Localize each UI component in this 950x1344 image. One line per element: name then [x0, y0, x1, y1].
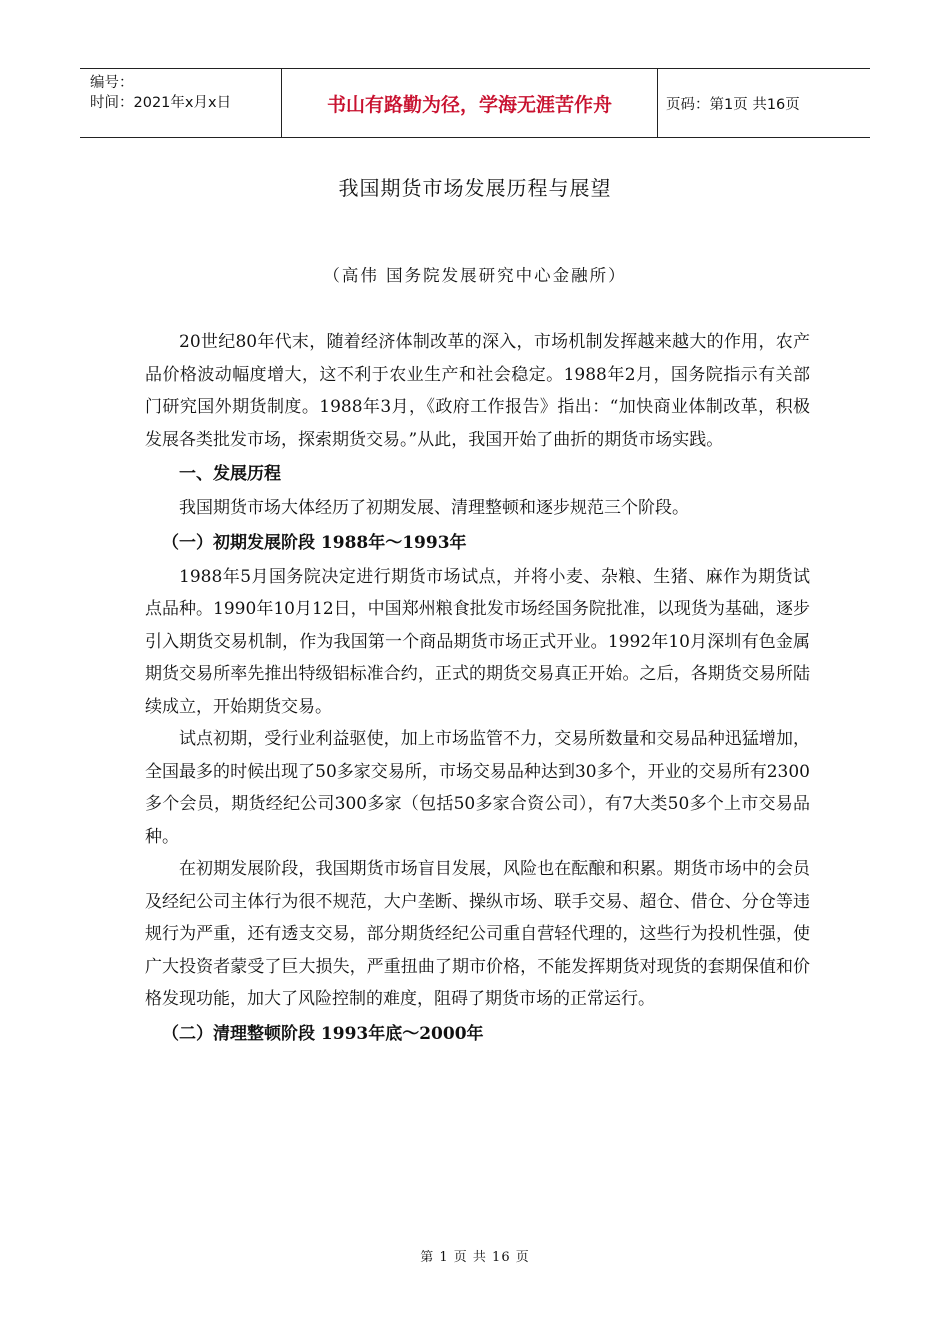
document-author: （高伟 国务院发展研究中心金融所）	[323, 266, 627, 285]
section-intro-paragraph: 我国期货市场大体经历了初期发展、清理整顿和逐步规范三个阶段。	[179, 498, 689, 518]
number-label: 编号：	[90, 75, 134, 91]
time-label: 时间：2021年x月x日	[90, 95, 232, 111]
document-body	[145, 326, 810, 1052]
section-heading: 一、发展历程	[179, 464, 281, 484]
page-footer: 第 1 页 共 16 页	[420, 1250, 530, 1265]
paragraph: 1988年5月国务院决定进行期货市场试点，并将小麦、杂粮、生猪、麻作为期货试点品种。1990年10月12日，中国郑州粮食批发市场经国务院批准，以现货为基础，逐步引入期货交易机制，作为我国第一个商品期货市场正式开业。1992年10月深圳有色金属期货交易所率先推出特级铝标准合约，正式的期货交易真正开始。之后，各期货交易所陆续成立，开始期货交易。	[145, 566, 810, 717]
paragraph: 试点初期，受行业利益驱使，加上市场监管不力，交易所数量和交易品种迅猛增加，全国最多的时候出现了50多家交易所，市场交易品种达到30多个，开业的交易所有2300多个会员，期货经纪公司300多家（包括50多家合资公司），有7大类50多个上市交易品种。	[145, 729, 810, 847]
header-page-info: 页码：第1页 共16页	[666, 96, 800, 113]
paragraph: 在初期发展阶段，我国期货市场盲目发展，风险也在酝酿和积累。期货市场中的会员及经纪公司主体行为很不规范，大户垄断、操纵市场、联手交易、超仓、借仓、分仓等违规行为严重，还有透支交易，部分期货经纪公司重自营轻代理的，这些行为投机性强，使广大投资者蒙受了巨大损失，严重扭曲了期市价格，不能发挥期货对现货的套期保值和价格发现功能，加大了风险控制的难度，阻碍了期货市场的正常运行。	[145, 859, 810, 1009]
page-header	[80, 68, 870, 138]
subsection-heading: （一）初期发展阶段 1988年～1993年	[162, 532, 467, 553]
intro-paragraph: 20世纪80年代末，随着经济体制改革的深入，市场机制发挥越来越大的作用，农产品价格波动幅度增大，这不利于农业生产和社会稳定。1988年2月，国务院指示有关部门研究国外期货制度。1988年3月，《政府工作报告》指出：“加快商业体制改革，积极发展各类批发市场，探索期货交易。”从此，我国开始了曲折的期货市场实践。	[145, 332, 810, 450]
subsection-heading: （二）清理整顿阶段 1993年底～2000年	[162, 1023, 484, 1044]
document-title: 我国期货市场发展历程与展望	[338, 176, 612, 200]
header-motto: 书山有路勤为径，学海无涯苦作舟	[282, 69, 658, 137]
header-meta	[80, 69, 282, 137]
